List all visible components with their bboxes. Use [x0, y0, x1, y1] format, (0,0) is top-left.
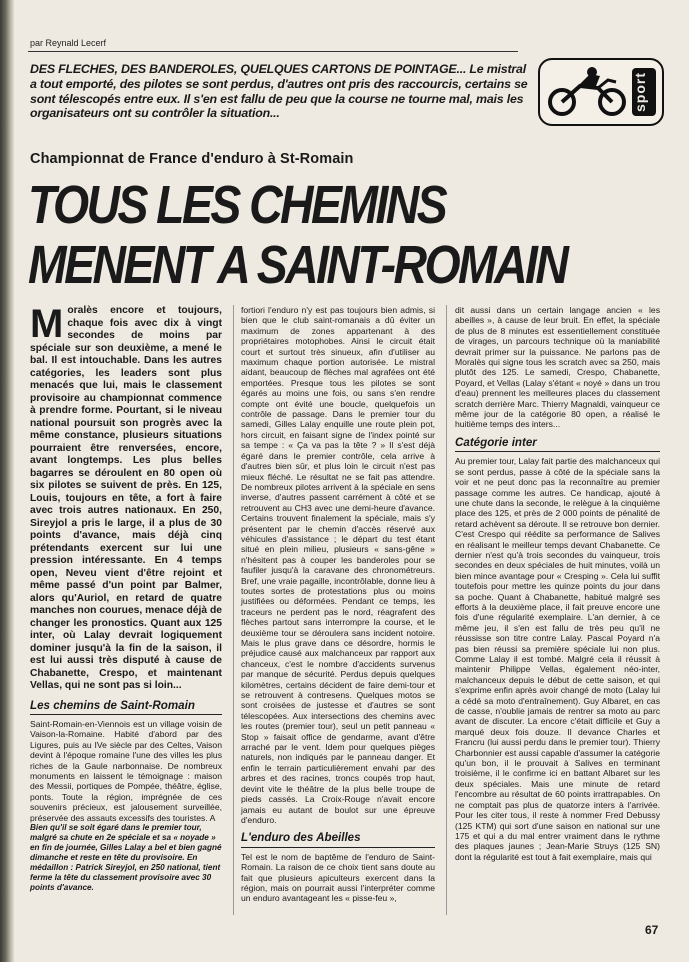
body-text: Tel est le nom de baptême de l'enduro de Saint-Romain. La raison de ce choix tient sans doute au fait que plusieurs apiculteurs exercent dans la région, mais on pourrait aussi l'interpréter comme un enduro avantageant les « pisse-feu », — [241, 851, 435, 904]
subhead-categorie-inter: Catégorie inter — [455, 438, 660, 452]
subhead-saint-romain: Les chemins de Saint-Romain — [30, 701, 222, 715]
headline-line-1: TOUS LES CHEMINS — [28, 175, 446, 235]
lead-text: oralès encore et toujours, chaque fois avec dix à vingt secondes de moins par spéciale sur son deuxième, a mené le bal. Il est intouchable. Dans les autres catégories, les leaders sont plus menacés que lui, mais le classement provisoire au championnat commence à prendre forme. Pourtant, si le niveau national poursuit son progrès avec la même constance, plusieurs situations pourraient être renversées, encore, avant longtemps. Les plus belles bagarres se déroulent en 80 open où six pilotes se suivent de près. En 125, Louis, toujours en tête, a fort à faire avec trois autres nationaux. En 250, Sireyjol a pris le large, il a plus de 30 points d'avance, mais déjà cinq prétendants exercent sur lui une pression intéressante. En 4 temps open, Neveu vient d'être rejoint et même passé d'un point par Balmer, alors qu'Auriol, en retard de quatre manches non courues, menace déjà de changer les pronostics. Quant aux 125 inter, où Lalay devrait logiquement dominer jusqu'à la fin de la saison, il est lui aussi très disputé à cause de Chabanette, Crespo, et maintenant Vellas, qui ne sont pas si loin... — [30, 305, 222, 691]
top-rule — [28, 51, 518, 52]
sport-logo — [538, 58, 664, 126]
photo-caption: Bien qu'il se soit égaré dans le premier tour, malgré sa chute en 2e spéciale et sa « noyade » en fin de journée, Gilles Lalay a bel et bien gagné dimanche et reste en tête du provisoire. En médaillon : Patrick Sireyjol, en 250 national, tient ferme la tête du classement provisoire avec 30 points d'avance. — [30, 822, 222, 892]
body-text: dit aussi dans un certain langage ancien « les abeilles », à cause de leur bruit. En effet, la spéciale de plus de 8 minutes est essentiellement constituée de virages, un parcours technique où la maniabilité devrait primer sur la puissance. Ne parlons pas de Moralès qui signe tous les scratch avec sa 250, mais plutôt des 125. Le samedi, Crespo, Chabanette, Poyard, et Vellas (Lalay s'étant « noyé » dans un trou d'eau) prennent les meilleures places du classement scratch derrière Marc. Thierry Magnaldi, vainqueur ce même jour de la catégorie 80 open, a réalisé le huitième temps des inters... — [455, 305, 660, 430]
byline: par Reynald Lecerf — [30, 38, 107, 48]
page-number: 67 — [645, 923, 659, 937]
column-1 — [30, 302, 222, 893]
body-text: fortiori l'enduro n'y est pas toujours bien admis, si bien que le club saint-romanais a dû éviter un maximum de zones appartenant à des propriétaires motophobes. Ainsi le circuit était court et surtout très sinueux, afin d'utiliser au maximum chaque portion autorisée. Le mistral aidant, beaucoup de flèches mal agrafées ont été emportées. Presque tous les pilotes se sont égarés au moins une fois, ou sans s'en rendre compte ont évité une boucle, quelquefois un contrôle de passage. Dans le premier tour du samedi, Gilles Lalay enquille une route plein pot, hors circuit, en faisant signe de l'index pointé sur sa tempe : « Ça va pas la tête ? » Il s'est déjà égaré dans le premier contrôle, cela arrive à d'autres bien sûr, et plus loin le circuit n'est pas mieux fléché. Le résultat ne se fait pas attendre. De nombreux pilotes arrivent à la spéciale en sens inverse, d'autres passent carrément à côté et se retrouvent au CH3 avec une demi-heure d'avance. Certains trouvent finalement la spéciale, mais s'y présentent par le chemin d'accès réservé aux véhicules d'assistance ; le départ du test étant situé en plein milieu, plusieurs « sans-gêne » n'hésitent pas à couper les banderoles pour se faufiler jusqu'à la caravane des chronométreurs. Bref, une vraie pagaille, incontrôlable, donne lieu à toutes sortes de protestations plus ou moins justifiées ou déformées. Pendant ce temps, les traceurs ne perdent pas le nord, réagrafent des flèches partout sans interrompre la course, et le deuxième tour se déroulera sans incident notoire. Mais le plus grave dans ce désordre, hormis le préjudice causé aux malchanceux par rapport aux chanceux, c'est le nombre d'accidents survenus par manque de sécurité. Perdus depuis quelques kilomètres, certains décident de faire demi-tour et se retrouvent à contresens. Quelques motos se sont croisées de justesse et d'autres se sont télescopées. Aux intersections des chemins avec les routes (premier tour), seul un petit panneau « Stop » faisait office de gendarme, avant d'être arraché par le vent. Idem pour quelques pièges naturels, non indiqués par le panneau danger. Et enfin le terrain particulièrement envahi par des arbres et des racines, troncs coupés trop haut, devint vite le théâtre de la plus belle troupe de pieds cassés. La Croix-Rouge n'avait encore jamais eu autant de boulot sur une épreuve d'enduro. — [241, 305, 435, 825]
lead-paragraph — [30, 302, 222, 693]
kicker: Championnat de France d'enduro à St-Romain — [30, 151, 354, 167]
deck-text: DES FLECHES, DES BANDEROLES, QUELQUES CARTONS DE POINTAGE... Le mistral a tout emporté, des pilotes se sont perdus, d'autres ont pris des raccourcis, certains se sont télescopés entre eux. Il s'en est fallu de peu que la course ne tourne mal, mais les organisateurs ont su contrôler la situation... — [30, 62, 528, 121]
column-3 — [455, 305, 660, 862]
body-text: Au premier tour, Lalay fait partie des malchanceux qui se sont perdus, passe à côté de la spéciale sans la voir et ne peut donc pas la reconnaître au premier passage comme les autres. Ce handicap, ajouté à une chute dans la seconde, le relègue à la cinquième place des 125, et près de 2 000 points de pénalité de retard achèvent sa déroute. Il se retrouve bon dernier. C'est Crespo qui réédite sa performance de Salives en réalisant le meilleur temps devant Chabanette. Ce dernier n'est qu'à trois secondes du vainqueur, trois secondes en deux spéciales de huit minutes, voilà un bien mince avantage pour « Cresping ». Cela lui suffit toutefois pour mettre les quinze points du jour dans sa poche. Quant à Chabanette, habitué malgré ses efforts à la deuxième place, il fait preuve encore une fois d'une régularité exemplaire. L'an dernier, à ce même jeu, il s'en est fallu de très peu qu'il ne réussisse son titre contre Lalay. Pascal Poyard n'a pas bien réussi sa première spéciale lui non plus. Comme Lalay il est tombé. Malgré cela il réussit à maintenir Philippe Vellas, également néo-inter, malchanceux depuis le début de cette saison, et qui s'exprime enfin après avoir changé de moto (Lalay lui a cédé sa moto d'entraînement). Guy Albaret, en cas de casse, n'oublie jamais de rentrer sa moto au parc avant de discuter. La encore c'était difficile et Guy a marqué deux fois douze. Il devance Charles et Francru (lui aussi perdu dans le premier tour). Thierry Charbonnier est aussi capable d'assumer la catégorie qu'un bon, il le prouvait à Salives en terminant troisième, il le confirme ici en battant Albaret sur les deux spéciales. Mais une minute de retard l'encombre au résultat de 60 points irrattrapables. On ne comptait pas plus de quatorze inters à l'arrivée. Pour les citer tous, il reste à nommer Fred Debussy (125 KTM) qui sort d'une saison en national sur une 175 et qui a du mal entrer vraiment dans le rythme des plaques jaunes ; Jean-Marie Struys (125 SN) dont la régularité est tout à fait exemplaire, mais qui — [455, 456, 660, 862]
column-divider — [446, 305, 447, 915]
subhead-abeilles: L'enduro des Abeilles — [241, 833, 435, 847]
column-2 — [241, 305, 435, 904]
body-text: Saint-Romain-en-Viennois est un village voisin de Vaison-la-Romaine. Habité d'abord par des Ligures, puis au IVe siècle par des Celtes, Vaison devint à l'époque romaine l'une des villes les plus riches de la Gaule narbonnaise. De nombreux monuments en laissent le témoignage : maison des Messii, portiques de Pompée, théâtre, église, ponts. Toute la région, imprégnée de ces souvenirs précieux, est jalousement surveillée, préservée des assauts excessifs des touristes. A — [30, 718, 222, 823]
column-divider — [233, 305, 234, 915]
page-spine — [0, 0, 14, 962]
headline-line-2: MENENT A SAINT-ROMAIN — [28, 235, 567, 295]
drop-cap: M — [30, 302, 64, 346]
motorcycle-icon — [546, 66, 632, 118]
logo-word: sport — [632, 68, 656, 116]
